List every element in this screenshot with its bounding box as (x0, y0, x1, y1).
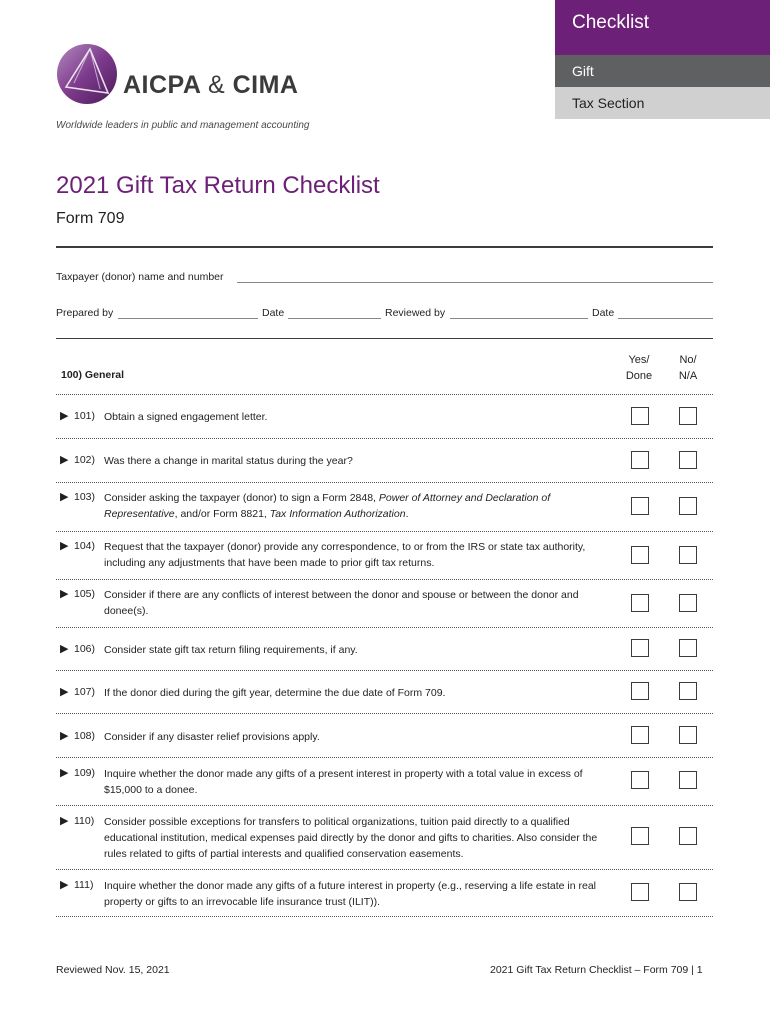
triangle-right-icon: ▶ (60, 643, 69, 655)
yes-done-checkbox[interactable] (631, 451, 649, 469)
page-title: 2021 Gift Tax Return Checklist (56, 172, 380, 199)
checklist-item-107 (56, 684, 713, 708)
checklist-item-109 (56, 765, 713, 801)
row-divider (56, 394, 713, 395)
taxpayer-label: Taxpayer (donor) name and number (56, 271, 224, 283)
no-na-checkbox[interactable] (679, 682, 697, 700)
triangle-right-icon: ▶ (60, 588, 69, 600)
item-number: 111) (74, 879, 94, 891)
reviewed-by-label: Reviewed by (385, 307, 446, 319)
yes-done-checkbox[interactable] (631, 883, 649, 901)
row-divider (56, 670, 713, 671)
item-text: Consider if there are any conflicts of interest between the donor and spouse or between the donor and donee(s). (104, 589, 579, 617)
form-number: Form 709 (56, 210, 125, 227)
item-number: 102) (74, 454, 96, 466)
row-divider (56, 579, 713, 580)
date-label-1: Date (262, 307, 285, 319)
yes-done-checkbox[interactable] (631, 771, 649, 789)
item-number: 106) (74, 643, 96, 655)
section-tabs (555, 0, 770, 119)
yes-done-checkbox[interactable] (631, 497, 649, 515)
checklist-item-106 (56, 641, 713, 665)
row-divider (56, 869, 713, 870)
triangle-right-icon: ▶ (60, 879, 69, 891)
tab-checklist: Checklist (555, 0, 770, 55)
no-na-checkbox[interactable] (679, 771, 697, 789)
no-na-checkbox[interactable] (679, 546, 697, 564)
taxpayer-input-line[interactable] (237, 282, 713, 283)
row-divider (56, 713, 713, 714)
yes-done-checkbox[interactable] (631, 546, 649, 564)
row-divider (56, 531, 713, 532)
item-number: 101) (74, 410, 96, 422)
triangle-right-icon: ▶ (60, 540, 69, 552)
no-na-checkbox[interactable] (679, 726, 697, 744)
no-na-checkbox[interactable] (679, 451, 697, 469)
item-number: 110) (74, 815, 95, 827)
yes-done-checkbox[interactable] (631, 639, 649, 657)
tab-tax-section: Tax Section (555, 87, 770, 119)
checklist-item-101 (56, 408, 713, 432)
tab-gift: Gift (555, 55, 770, 87)
item-number: 105) (74, 588, 96, 600)
no-na-checkbox[interactable] (679, 827, 697, 845)
triangle-right-icon: ▶ (60, 410, 69, 422)
prepared-by-input-line[interactable] (118, 318, 258, 319)
column-yes-done: Yes/ Done (625, 354, 653, 382)
checklist-item-111 (56, 877, 713, 913)
yes-done-checkbox[interactable] (631, 682, 649, 700)
row-divider (56, 627, 713, 628)
row-divider (56, 438, 713, 439)
no-na-checkbox[interactable] (679, 594, 697, 612)
title-divider (56, 246, 713, 248)
fields-divider (56, 338, 713, 339)
item-number: 107) (74, 686, 96, 698)
item-number: 108) (74, 730, 96, 742)
footer-page-info: 2021 Gift Tax Return Checklist – Form 709 | 1 (490, 964, 703, 976)
item-text: Consider asking the taxpayer (donor) to sign a Form 2848, Power of Attorney and Declaration of Representative, and/or Form 8821, Tax Information Authorization. (104, 492, 551, 520)
date-input-line-2[interactable] (618, 318, 713, 319)
item-text: Consider state gift tax return filing requirements, if any. (104, 644, 358, 656)
checklist-item-108 (56, 728, 713, 752)
date-label-2: Date (592, 307, 615, 319)
section-heading: 100) General (61, 369, 125, 381)
item-text: Obtain a signed engagement letter. (104, 411, 268, 423)
footer-review-date: Reviewed Nov. 15, 2021 (56, 964, 170, 976)
row-divider (56, 916, 713, 917)
yes-done-checkbox[interactable] (631, 407, 649, 425)
checklist-item-103 (56, 489, 713, 525)
logo-globe-icon (56, 43, 118, 105)
item-text: Consider possible exceptions for transfers to political organizations, tuition paid directly to a qualified educational institution, medical expenses paid directly by the donor and gifts to charities. Also consider the rules related to gifts of partial interests and qualified conservation easements. (104, 816, 598, 860)
item-text: Inquire whether the donor made any gifts of a present interest in property with a total value in excess of $15,000 to a donee. (104, 768, 583, 796)
item-number: 109) (74, 767, 96, 779)
logo-wordmark: AICPA & CIMA (123, 71, 299, 99)
triangle-right-icon: ▶ (60, 491, 69, 503)
triangle-right-icon: ▶ (60, 815, 69, 827)
item-number: 103) (74, 491, 96, 503)
row-divider (56, 482, 713, 483)
date-input-line-1[interactable] (288, 318, 381, 319)
row-divider (56, 757, 713, 758)
no-na-checkbox[interactable] (679, 883, 697, 901)
prepared-by-label: Prepared by (56, 307, 114, 319)
yes-done-checkbox[interactable] (631, 827, 649, 845)
item-number: 104) (74, 540, 96, 552)
item-text: Was there a change in marital status during the year? (104, 455, 353, 467)
triangle-right-icon: ▶ (60, 730, 69, 742)
row-divider (56, 805, 713, 806)
no-na-checkbox[interactable] (679, 497, 697, 515)
checklist-item-105 (56, 586, 713, 622)
triangle-right-icon: ▶ (60, 686, 69, 698)
column-no-na: No/ N/A (678, 354, 698, 382)
tagline: Worldwide leaders in public and management accounting (56, 120, 310, 131)
yes-done-checkbox[interactable] (631, 726, 649, 744)
item-text: If the donor died during the gift year, determine the due date of Form 709. (104, 687, 446, 699)
item-text: Consider if any disaster relief provisions apply. (104, 731, 320, 743)
item-text: Request that the taxpayer (donor) provide any correspondence, to or from the IRS or state tax authority, including any adjustments that have been made to prior gift tax returns. (104, 541, 586, 569)
checklist-item-102 (56, 452, 713, 476)
reviewed-by-input-line[interactable] (450, 318, 588, 319)
no-na-checkbox[interactable] (679, 407, 697, 425)
no-na-checkbox[interactable] (679, 639, 697, 657)
aicpa-cima-logo (56, 43, 356, 109)
checklist-item-110 (56, 813, 713, 865)
triangle-right-icon: ▶ (60, 767, 69, 779)
checklist-item-104 (56, 538, 713, 574)
triangle-right-icon: ▶ (60, 454, 69, 466)
yes-done-checkbox[interactable] (631, 594, 649, 612)
item-text: Inquire whether the donor made any gifts of a future interest in property (e.g., reserving a life estate in real property or gifts to an irrevocable life insurance trust (ILIT)). (104, 880, 597, 908)
